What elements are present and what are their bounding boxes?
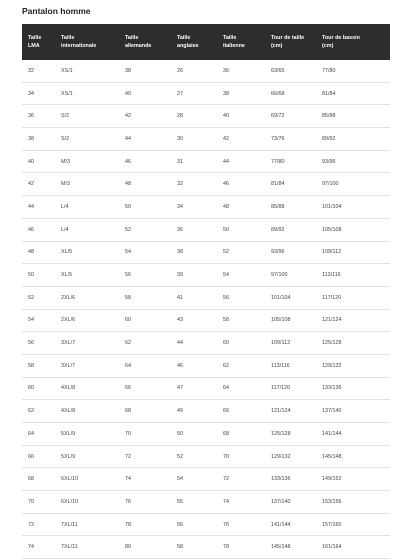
cell-taille-allemande: 68 <box>119 400 171 423</box>
cell-taille-allemande: 54 <box>119 241 171 264</box>
table-row <box>22 105 390 128</box>
cell-taille-internationale: 2XL/6 <box>55 286 119 309</box>
cell-taille-allemande: 56 <box>119 264 171 287</box>
cell-taille-anglaise: 39 <box>171 264 217 287</box>
cell-taille-anglaise: 46 <box>171 354 217 377</box>
cell-tour-de-bassin: 125/128 <box>316 332 390 355</box>
cell-tour-de-bassin: 157/160 <box>316 513 390 536</box>
cell-taille-lma: 34 <box>22 82 55 105</box>
cell-taille-allemande: 40 <box>119 82 171 105</box>
cell-tour-de-taille: 141/144 <box>265 513 316 536</box>
cell-taille-italienne: 54 <box>217 264 265 287</box>
cell-tour-de-bassin: 141/144 <box>316 423 390 446</box>
cell-taille-lma: 62 <box>22 400 55 423</box>
table-row <box>22 60 390 82</box>
cell-tour-de-bassin: 81/84 <box>316 82 390 105</box>
table-row <box>22 513 390 536</box>
cell-tour-de-bassin: 129/132 <box>316 354 390 377</box>
cell-taille-allemande: 64 <box>119 354 171 377</box>
cell-tour-de-bassin: 97/100 <box>316 173 390 196</box>
cell-taille-italienne: 64 <box>217 377 265 400</box>
cell-tour-de-taille: 125/128 <box>265 423 316 446</box>
cell-taille-italienne: 76 <box>217 513 265 536</box>
cell-taille-allemande: 66 <box>119 377 171 400</box>
header-taille-italienne: Taille italienne <box>223 34 245 49</box>
cell-tour-de-bassin: 145/148 <box>316 445 390 468</box>
cell-taille-allemande: 50 <box>119 196 171 219</box>
cell-tour-de-bassin: 77/80 <box>316 60 390 82</box>
cell-tour-de-bassin: 121/124 <box>316 309 390 332</box>
cell-tour-de-taille: 81/84 <box>265 173 316 196</box>
cell-taille-italienne: 72 <box>217 468 265 491</box>
cell-taille-allemande: 42 <box>119 105 171 128</box>
cell-tour-de-taille: 105/108 <box>265 309 316 332</box>
cell-taille-anglaise: 38 <box>171 241 217 264</box>
cell-taille-italienne: 42 <box>217 128 265 151</box>
cell-taille-allemande: 48 <box>119 173 171 196</box>
cell-taille-anglaise: 56 <box>171 513 217 536</box>
table-row <box>22 150 390 173</box>
cell-tour-de-taille: 145/148 <box>265 536 316 559</box>
cell-taille-lma: 72 <box>22 513 55 536</box>
cell-tour-de-taille: 77/80 <box>265 150 316 173</box>
cell-tour-de-taille: 89/92 <box>265 218 316 241</box>
cell-taille-italienne: 70 <box>217 445 265 468</box>
cell-tour-de-taille: 69/72 <box>265 105 316 128</box>
cell-taille-allemande: 62 <box>119 332 171 355</box>
table-body <box>22 60 390 559</box>
table-row <box>22 491 390 514</box>
cell-taille-lma: 50 <box>22 264 55 287</box>
header-taille-lma: Taille LMA <box>28 34 42 49</box>
cell-taille-italienne: 44 <box>217 150 265 173</box>
cell-tour-de-bassin: 109/112 <box>316 241 390 264</box>
cell-taille-anglaise: 27 <box>171 82 217 105</box>
cell-taille-internationale: S/2 <box>55 105 119 128</box>
cell-taille-internationale: XS/1 <box>55 60 119 82</box>
table-row <box>22 128 390 151</box>
cell-taille-lma: 36 <box>22 105 55 128</box>
cell-taille-internationale: M/3 <box>55 150 119 173</box>
table-row <box>22 309 390 332</box>
cell-taille-anglaise: 34 <box>171 196 217 219</box>
cell-tour-de-taille: 137/140 <box>265 491 316 514</box>
cell-taille-lma: 38 <box>22 128 55 151</box>
cell-tour-de-bassin: 137/140 <box>316 400 390 423</box>
table-row <box>22 332 390 355</box>
table-row <box>22 82 390 105</box>
cell-tour-de-taille: 133/136 <box>265 468 316 491</box>
table-row <box>22 400 390 423</box>
cell-tour-de-taille: 93/96 <box>265 241 316 264</box>
cell-taille-italienne: 46 <box>217 173 265 196</box>
table-row <box>22 196 390 219</box>
cell-taille-internationale: XL/5 <box>55 264 119 287</box>
cell-taille-allemande: 60 <box>119 309 171 332</box>
cell-taille-lma: 44 <box>22 196 55 219</box>
cell-taille-italienne: 60 <box>217 332 265 355</box>
cell-taille-lma: 42 <box>22 173 55 196</box>
cell-taille-italienne: 66 <box>217 400 265 423</box>
table-row <box>22 377 390 400</box>
header-taille-anglaise: Taille anglaise <box>177 34 199 49</box>
cell-taille-lma: 52 <box>22 286 55 309</box>
cell-taille-anglaise: 41 <box>171 286 217 309</box>
cell-taille-anglaise: 30 <box>171 128 217 151</box>
table-row <box>22 445 390 468</box>
cell-tour-de-bassin: 117/120 <box>316 286 390 309</box>
cell-taille-italienne: 36 <box>217 60 265 82</box>
cell-taille-anglaise: 32 <box>171 173 217 196</box>
cell-taille-anglaise: 31 <box>171 150 217 173</box>
cell-taille-italienne: 52 <box>217 241 265 264</box>
cell-tour-de-taille: 73/76 <box>265 128 316 151</box>
cell-tour-de-taille: 113/116 <box>265 354 316 377</box>
cell-taille-lma: 66 <box>22 445 55 468</box>
cell-taille-italienne: 48 <box>217 196 265 219</box>
table-row <box>22 264 390 287</box>
cell-tour-de-taille: 85/88 <box>265 196 316 219</box>
cell-taille-lma: 68 <box>22 468 55 491</box>
cell-taille-internationale: M/3 <box>55 173 119 196</box>
cell-taille-internationale: 3XL/7 <box>55 354 119 377</box>
cell-taille-internationale: 2XL/6 <box>55 309 119 332</box>
cell-taille-anglaise: 49 <box>171 400 217 423</box>
cell-taille-internationale: 6XL/10 <box>55 468 119 491</box>
cell-taille-internationale: XL/5 <box>55 241 119 264</box>
cell-tour-de-bassin: 101/104 <box>316 196 390 219</box>
cell-taille-allemande: 46 <box>119 150 171 173</box>
size-chart-table <box>22 24 390 559</box>
cell-taille-internationale: 4XL/8 <box>55 400 119 423</box>
cell-taille-allemande: 74 <box>119 468 171 491</box>
cell-taille-italienne: 56 <box>217 286 265 309</box>
table-row <box>22 354 390 377</box>
cell-taille-internationale: 5XL/9 <box>55 445 119 468</box>
table-row <box>22 241 390 264</box>
cell-taille-italienne: 68 <box>217 423 265 446</box>
cell-taille-allemande: 70 <box>119 423 171 446</box>
header-tour-de-taille: Tour de taille (cm) <box>271 34 305 49</box>
cell-taille-anglaise: 54 <box>171 468 217 491</box>
cell-tour-de-bassin: 93/96 <box>316 150 390 173</box>
header-tour-de-bassin: Tour de bassin (cm) <box>322 34 360 49</box>
cell-tour-de-taille: 121/124 <box>265 400 316 423</box>
cell-taille-lma: 48 <box>22 241 55 264</box>
cell-taille-lma: 46 <box>22 218 55 241</box>
cell-tour-de-bassin: 149/152 <box>316 468 390 491</box>
cell-taille-allemande: 78 <box>119 513 171 536</box>
cell-taille-internationale: L/4 <box>55 196 119 219</box>
cell-taille-italienne: 74 <box>217 491 265 514</box>
cell-tour-de-taille: 101/104 <box>265 286 316 309</box>
cell-taille-lma: 58 <box>22 354 55 377</box>
cell-taille-allemande: 52 <box>119 218 171 241</box>
cell-tour-de-taille: 97/100 <box>265 264 316 287</box>
cell-tour-de-bassin: 105/108 <box>316 218 390 241</box>
cell-taille-internationale: 7XL/11 <box>55 513 119 536</box>
cell-tour-de-bassin: 161/164 <box>316 536 390 559</box>
table-row <box>22 173 390 196</box>
cell-taille-internationale: 6XL/10 <box>55 491 119 514</box>
header-taille-internationale: Taille internationale <box>61 34 97 49</box>
cell-tour-de-taille: 63/65 <box>265 60 316 82</box>
table-row <box>22 536 390 559</box>
page-title: Pantalon homme <box>22 6 91 16</box>
cell-tour-de-bassin: 113/116 <box>316 264 390 287</box>
cell-taille-anglaise: 55 <box>171 491 217 514</box>
table-header-row <box>22 24 390 60</box>
cell-taille-allemande: 72 <box>119 445 171 468</box>
cell-taille-anglaise: 52 <box>171 445 217 468</box>
cell-taille-anglaise: 50 <box>171 423 217 446</box>
cell-taille-anglaise: 28 <box>171 105 217 128</box>
header-taille-allemande: Taille allemande <box>125 34 152 49</box>
cell-tour-de-bassin: 153/156 <box>316 491 390 514</box>
table-row <box>22 218 390 241</box>
cell-taille-internationale: 5XL/9 <box>55 423 119 446</box>
cell-taille-anglaise: 43 <box>171 309 217 332</box>
cell-taille-italienne: 40 <box>217 105 265 128</box>
cell-taille-anglaise: 47 <box>171 377 217 400</box>
cell-taille-allemande: 44 <box>119 128 171 151</box>
cell-taille-internationale: 4XL/8 <box>55 377 119 400</box>
cell-tour-de-taille: 109/112 <box>265 332 316 355</box>
cell-taille-anglaise: 58 <box>171 536 217 559</box>
cell-taille-internationale: 3XL/7 <box>55 332 119 355</box>
cell-tour-de-taille: 66/68 <box>265 82 316 105</box>
cell-taille-lma: 74 <box>22 536 55 559</box>
table-header <box>22 24 390 60</box>
cell-taille-lma: 64 <box>22 423 55 446</box>
cell-tour-de-taille: 129/132 <box>265 445 316 468</box>
cell-taille-allemande: 80 <box>119 536 171 559</box>
cell-taille-allemande: 38 <box>119 60 171 82</box>
cell-tour-de-bassin: 133/136 <box>316 377 390 400</box>
cell-taille-lma: 54 <box>22 309 55 332</box>
cell-taille-internationale: XS/1 <box>55 82 119 105</box>
cell-taille-lma: 60 <box>22 377 55 400</box>
cell-taille-internationale: L/4 <box>55 218 119 241</box>
cell-tour-de-bassin: 89/92 <box>316 128 390 151</box>
cell-taille-anglaise: 26 <box>171 60 217 82</box>
cell-taille-anglaise: 36 <box>171 218 217 241</box>
cell-taille-anglaise: 44 <box>171 332 217 355</box>
cell-taille-lma: 70 <box>22 491 55 514</box>
cell-taille-lma: 56 <box>22 332 55 355</box>
cell-taille-italienne: 38 <box>217 82 265 105</box>
table-row <box>22 286 390 309</box>
table-row <box>22 423 390 446</box>
cell-taille-italienne: 58 <box>217 309 265 332</box>
cell-taille-italienne: 50 <box>217 218 265 241</box>
cell-taille-internationale: S/2 <box>55 128 119 151</box>
table-row <box>22 468 390 491</box>
cell-taille-allemande: 58 <box>119 286 171 309</box>
cell-taille-lma: 32 <box>22 60 55 82</box>
cell-taille-lma: 40 <box>22 150 55 173</box>
cell-taille-allemande: 76 <box>119 491 171 514</box>
cell-tour-de-taille: 117/120 <box>265 377 316 400</box>
cell-taille-italienne: 78 <box>217 536 265 559</box>
cell-taille-italienne: 62 <box>217 354 265 377</box>
cell-tour-de-bassin: 85/88 <box>316 105 390 128</box>
cell-taille-internationale: 7XL/11 <box>55 536 119 559</box>
